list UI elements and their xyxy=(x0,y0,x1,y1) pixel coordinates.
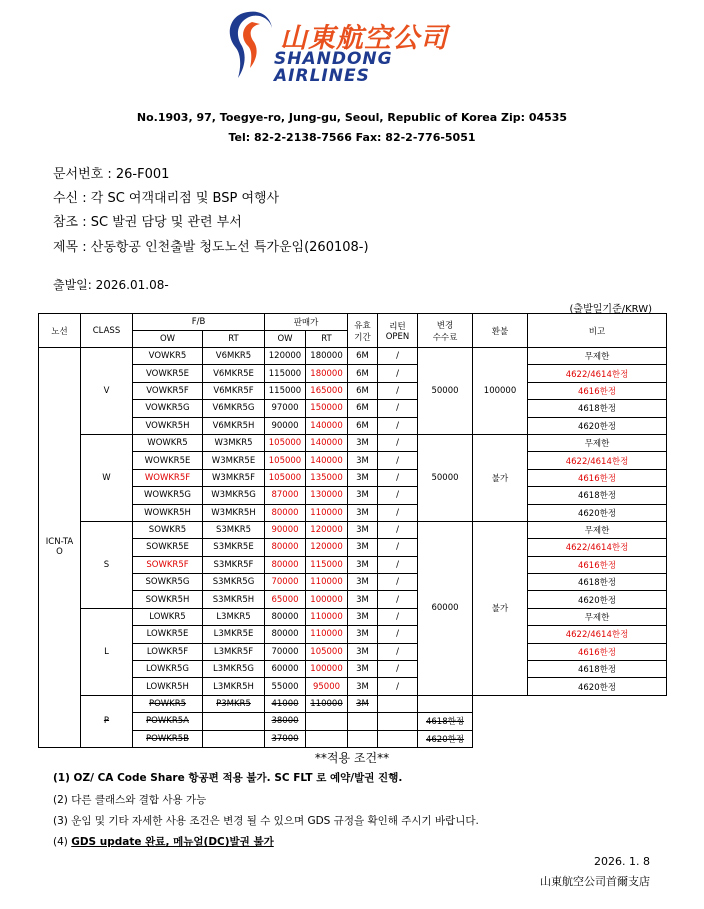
price-rt-cell: 115000 xyxy=(306,556,348,573)
price-ow-cell: 80000 xyxy=(265,504,306,521)
validity-cell: 6M xyxy=(348,365,378,382)
validity-cell: 3M xyxy=(348,661,378,678)
fb-ow-cell: SOWKR5E xyxy=(133,539,203,556)
price-ow-cell: 70000 xyxy=(265,643,306,660)
fb-rt-cell: S3MKR5G xyxy=(203,574,265,591)
remark-cell: 4620한정 xyxy=(528,678,667,695)
fb-ow-cell: VOWKR5H xyxy=(133,417,203,434)
fb-ow-cell: SOWKR5F xyxy=(133,556,203,573)
company-phone: Tel: 82-2-2138-7566 Fax: 82-2-776-5051 xyxy=(228,131,476,144)
price-ow-cell: 80000 xyxy=(265,556,306,573)
validity-cell: 3M xyxy=(348,556,378,573)
price-ow-cell: 37000 xyxy=(265,730,306,747)
fb-rt-cell: V6MKR5F xyxy=(203,382,265,399)
remark-cell: 4618한정 xyxy=(528,400,667,417)
remark-cell xyxy=(418,695,473,712)
price-ow-cell: 87000 xyxy=(265,487,306,504)
fb-rt-cell: W3MKR5F xyxy=(203,469,265,486)
header-remarks: 비고 xyxy=(528,314,667,348)
fb-rt-cell: S3MKR5 xyxy=(203,521,265,538)
return-open-cell: / xyxy=(378,591,418,608)
return-open-cell: / xyxy=(378,574,418,591)
price-ow-cell: 105000 xyxy=(265,469,306,486)
class-cell: P xyxy=(81,695,133,747)
route-cell: ICN-TAO xyxy=(39,348,81,748)
fare-row xyxy=(39,556,667,573)
price-rt-cell: 165000 xyxy=(306,382,348,399)
fare-row xyxy=(39,452,667,469)
validity-cell: 3M xyxy=(348,452,378,469)
return-open-cell: / xyxy=(378,434,418,451)
price-ow-cell: 70000 xyxy=(265,574,306,591)
price-rt-cell: 180000 xyxy=(306,348,348,365)
fare-row xyxy=(39,574,667,591)
doc-number: 문서번호 : 26-F001 xyxy=(53,167,170,182)
price-rt-cell: 140000 xyxy=(306,417,348,434)
validity-cell xyxy=(348,730,378,747)
price-rt-cell: 130000 xyxy=(306,487,348,504)
remark-cell: 4618한정 xyxy=(528,487,667,504)
fare-row-discontinued xyxy=(39,713,667,730)
price-rt-cell: 120000 xyxy=(306,521,348,538)
fb-rt-cell: W3MKR5E xyxy=(203,452,265,469)
validity-cell: 3M xyxy=(348,695,378,712)
change-fee-cell: 50000 xyxy=(418,434,473,521)
subject: 제목 : 산동항공 인천출발 청도노선 특가운임(260108-) xyxy=(53,240,369,255)
return-open-cell: / xyxy=(378,469,418,486)
return-open-cell: / xyxy=(378,608,418,625)
fb-rt-cell xyxy=(203,713,265,730)
remark-cell: 4616한정 xyxy=(528,556,667,573)
validity-cell: 6M xyxy=(348,348,378,365)
validity-cell: 6M xyxy=(348,400,378,417)
swallow-logo-icon xyxy=(222,8,274,80)
fare-row xyxy=(39,348,667,365)
remark-cell: 4616한정 xyxy=(528,469,667,486)
fb-ow-cell: SOWKR5G xyxy=(133,574,203,591)
price-ow-cell: 120000 xyxy=(265,348,306,365)
price-ow-cell: 97000 xyxy=(265,400,306,417)
fare-row xyxy=(39,626,667,643)
fb-ow-cell: WOWKR5 xyxy=(133,434,203,451)
refund-cell: 불가 xyxy=(473,434,528,521)
return-open-cell: / xyxy=(378,643,418,660)
return-open-cell: / xyxy=(378,365,418,382)
fb-ow-cell: WOWKR5F xyxy=(133,469,203,486)
price-rt-cell: 110000 xyxy=(306,626,348,643)
return-open-cell xyxy=(378,713,418,730)
remark-cell: 4622/4614한정 xyxy=(528,539,667,556)
price-ow-cell: 55000 xyxy=(265,678,306,695)
remark-cell: 4616한정 xyxy=(528,643,667,660)
remark-cell: 무제한 xyxy=(528,434,667,451)
company-logo xyxy=(222,8,472,88)
remark-cell: 4618한정 xyxy=(528,661,667,678)
return-open-cell: / xyxy=(378,556,418,573)
price-rt-cell: 180000 xyxy=(306,365,348,382)
fb-rt-cell: S3MKR5H xyxy=(203,591,265,608)
fb-ow-cell: WOWKR5G xyxy=(133,487,203,504)
recipient: 수신 : 각 SC 여객대리점 및 BSP 여행사 xyxy=(53,191,280,206)
price-ow-cell: 115000 xyxy=(265,382,306,399)
remark-cell: 4620한정 xyxy=(418,730,473,747)
header-return: 리턴 OPEN xyxy=(378,314,418,348)
condition-4: (4) GDS update 완료, 메뉴얼(DC)발권 불가 xyxy=(53,836,274,848)
fare-row xyxy=(39,678,667,695)
fb-rt-cell: W3MKR5G xyxy=(203,487,265,504)
header-route: 노선 xyxy=(39,314,81,348)
header-validity: 유효 기간 xyxy=(348,314,378,348)
return-open-cell: / xyxy=(378,348,418,365)
return-open-cell xyxy=(378,730,418,747)
price-rt-cell: 135000 xyxy=(306,469,348,486)
fb-ow-cell: POWKR5A xyxy=(133,713,203,730)
price-ow-cell: 60000 xyxy=(265,661,306,678)
price-rt-cell xyxy=(306,730,348,747)
price-ow-cell: 80000 xyxy=(265,626,306,643)
header-refund: 환불 xyxy=(473,314,528,348)
header-fb-rt: RT xyxy=(203,331,265,348)
price-rt-cell: 100000 xyxy=(306,591,348,608)
price-rt-cell: 110000 xyxy=(306,574,348,591)
price-rt-cell: 150000 xyxy=(306,400,348,417)
validity-cell xyxy=(348,713,378,730)
validity-cell: 3M xyxy=(348,626,378,643)
refund-cell: 100000 xyxy=(473,348,528,435)
fb-ow-cell: SOWKR5H xyxy=(133,591,203,608)
validity-cell: 3M xyxy=(348,608,378,625)
return-open-cell: / xyxy=(378,452,418,469)
price-ow-cell: 38000 xyxy=(265,713,306,730)
header-fb-ow: OW xyxy=(133,331,203,348)
fb-rt-cell: L3MKR5F xyxy=(203,643,265,660)
price-rt-cell: 110000 xyxy=(306,608,348,625)
fb-ow-cell: LOWKR5H xyxy=(133,678,203,695)
change-fee-cell: 50000 xyxy=(418,348,473,435)
fb-ow-cell: LOWKR5G xyxy=(133,661,203,678)
fb-rt-cell: L3MKR5G xyxy=(203,661,265,678)
header-price: 판매가 xyxy=(265,314,348,331)
validity-cell: 3M xyxy=(348,504,378,521)
return-open-cell: / xyxy=(378,521,418,538)
fb-rt-cell: P3MKR5 xyxy=(203,695,265,712)
condition-2: (2) 다른 클래스와 결합 사용 가능 xyxy=(53,794,207,806)
fare-row xyxy=(39,661,667,678)
fb-rt-cell: L3MKR5E xyxy=(203,626,265,643)
reference: 참조 : SC 발권 담당 및 관련 부서 xyxy=(53,215,242,230)
fb-ow-cell: SOWKR5 xyxy=(133,521,203,538)
departure-date: 출발일: 2026.01.08- xyxy=(53,278,169,292)
price-ow-cell: 90000 xyxy=(265,417,306,434)
fare-row xyxy=(39,643,667,660)
class-cell: S xyxy=(81,521,133,608)
fb-ow-cell: LOWKR5 xyxy=(133,608,203,625)
validity-cell: 3M xyxy=(348,643,378,660)
fb-ow-cell: POWKR5 xyxy=(133,695,203,712)
fb-ow-cell: LOWKR5E xyxy=(133,626,203,643)
refund-cell: 불가 xyxy=(473,521,528,695)
fb-rt-cell: V6MKR5E xyxy=(203,365,265,382)
header-fb: F/B xyxy=(133,314,265,331)
return-open-cell: / xyxy=(378,382,418,399)
price-ow-cell: 80000 xyxy=(265,608,306,625)
validity-cell: 3M xyxy=(348,539,378,556)
return-open-cell: / xyxy=(378,661,418,678)
fare-row xyxy=(39,591,667,608)
remark-cell: 4622/4614한정 xyxy=(528,452,667,469)
company-address: No.1903, 97, Toegye-ro, Jung-gu, Seoul, Republic of Korea Zip: 04535 xyxy=(136,111,568,124)
fare-row xyxy=(39,400,667,417)
logo-chinese-name: 山東航空公司 xyxy=(280,23,448,54)
unit-note: (출발일기준/KRW) xyxy=(569,304,652,315)
price-rt-cell: 100000 xyxy=(306,661,348,678)
validity-cell: 3M xyxy=(348,574,378,591)
price-rt-cell: 105000 xyxy=(306,643,348,660)
fare-row-discontinued xyxy=(39,695,667,712)
fare-row xyxy=(39,434,667,451)
fare-row xyxy=(39,382,667,399)
fb-rt-cell: W3MKR5H xyxy=(203,504,265,521)
remark-cell: 무제한 xyxy=(528,521,667,538)
price-ow-cell: 90000 xyxy=(265,521,306,538)
return-open-cell: / xyxy=(378,487,418,504)
fb-ow-cell: VOWKR5F xyxy=(133,382,203,399)
remark-cell: 무제한 xyxy=(528,348,667,365)
validity-cell: 3M xyxy=(348,678,378,695)
price-rt-cell: 120000 xyxy=(306,539,348,556)
remark-cell: 무제한 xyxy=(528,608,667,625)
change-fee-cell: 60000 xyxy=(418,521,473,695)
fb-rt-cell: L3MKR5H xyxy=(203,678,265,695)
logo-english-name-2: AIRLINES xyxy=(274,66,370,86)
validity-cell: 3M xyxy=(348,487,378,504)
price-rt-cell: 110000 xyxy=(306,504,348,521)
header-price-rt: RT xyxy=(306,331,348,348)
price-ow-cell: 65000 xyxy=(265,591,306,608)
validity-cell: 3M xyxy=(348,469,378,486)
remark-cell: 4620한정 xyxy=(528,591,667,608)
return-open-cell xyxy=(378,695,418,712)
remark-cell: 4616한정 xyxy=(528,382,667,399)
price-rt-cell: 140000 xyxy=(306,452,348,469)
remark-cell: 4618한정 xyxy=(418,713,473,730)
validity-cell: 3M xyxy=(348,591,378,608)
validity-cell: 6M xyxy=(348,382,378,399)
fb-rt-cell: V6MKR5G xyxy=(203,400,265,417)
fb-rt-cell: S3MKR5E xyxy=(203,539,265,556)
return-open-cell: / xyxy=(378,678,418,695)
price-ow-cell: 41000 xyxy=(265,695,306,712)
header-class: CLASS xyxy=(81,314,133,348)
price-ow-cell: 115000 xyxy=(265,365,306,382)
logo-english-name-1: SHANDONG xyxy=(274,49,393,69)
remark-cell: 4622/4614한정 xyxy=(528,626,667,643)
return-open-cell: / xyxy=(378,504,418,521)
fb-ow-cell: LOWKR5F xyxy=(133,643,203,660)
remark-cell: 4618한정 xyxy=(528,574,667,591)
fare-row xyxy=(39,487,667,504)
return-open-cell: / xyxy=(378,400,418,417)
price-ow-cell: 105000 xyxy=(265,452,306,469)
fare-row xyxy=(39,521,667,538)
fare-row xyxy=(39,504,667,521)
fare-row xyxy=(39,469,667,486)
fb-ow-cell: POWKR5B xyxy=(133,730,203,747)
fb-rt-cell: V6MKR5H xyxy=(203,417,265,434)
remark-cell: 4620한정 xyxy=(528,504,667,521)
fb-ow-cell: VOWKR5E xyxy=(133,365,203,382)
remark-cell: 4622/4614한정 xyxy=(528,365,667,382)
remark-cell: 4620한정 xyxy=(528,417,667,434)
fb-rt-cell: V6MKR5 xyxy=(203,348,265,365)
fb-rt-cell: S3MKR5F xyxy=(203,556,265,573)
validity-cell: 3M xyxy=(348,434,378,451)
fb-rt-cell: W3MKR5 xyxy=(203,434,265,451)
validity-cell: 3M xyxy=(348,521,378,538)
condition-3: (3) 운임 및 기타 자세한 사용 조건은 변경 될 수 있으며 GDS 규정을 확인해 주시기 바랍니다. xyxy=(53,815,479,827)
fb-ow-cell: WOWKR5E xyxy=(133,452,203,469)
price-rt-cell: 95000 xyxy=(306,678,348,695)
fare-row xyxy=(39,365,667,382)
return-open-cell: / xyxy=(378,626,418,643)
fb-rt-cell: L3MKR5 xyxy=(203,608,265,625)
class-cell: L xyxy=(81,608,133,695)
fare-row-discontinued xyxy=(39,730,667,747)
issuing-office: 山東航空公司首爾支店 xyxy=(540,875,650,888)
fb-ow-cell: VOWKR5 xyxy=(133,348,203,365)
fare-row xyxy=(39,608,667,625)
return-open-cell: / xyxy=(378,539,418,556)
condition-1: (1) OZ/ CA Code Share 항공편 적용 불가. SC FLT 로 예약/발권 진행. xyxy=(53,772,403,784)
fb-rt-cell xyxy=(203,730,265,747)
fare-table xyxy=(38,313,667,748)
fb-ow-cell: VOWKR5G xyxy=(133,400,203,417)
validity-cell: 6M xyxy=(348,417,378,434)
conditions-title: **적용 조건** xyxy=(314,751,390,765)
price-rt-cell xyxy=(306,713,348,730)
fare-row xyxy=(39,417,667,434)
issue-date: 2026. 1. 8 xyxy=(594,855,650,868)
class-cell: W xyxy=(81,434,133,521)
header-change-fee: 변경 수수료 xyxy=(418,314,473,348)
fb-ow-cell: WOWKR5H xyxy=(133,504,203,521)
class-cell: V xyxy=(81,348,133,435)
price-ow-cell: 105000 xyxy=(265,434,306,451)
return-open-cell: / xyxy=(378,417,418,434)
header-price-ow: OW xyxy=(265,331,306,348)
fare-row xyxy=(39,539,667,556)
price-rt-cell: 110000 xyxy=(306,695,348,712)
price-rt-cell: 140000 xyxy=(306,434,348,451)
price-ow-cell: 80000 xyxy=(265,539,306,556)
